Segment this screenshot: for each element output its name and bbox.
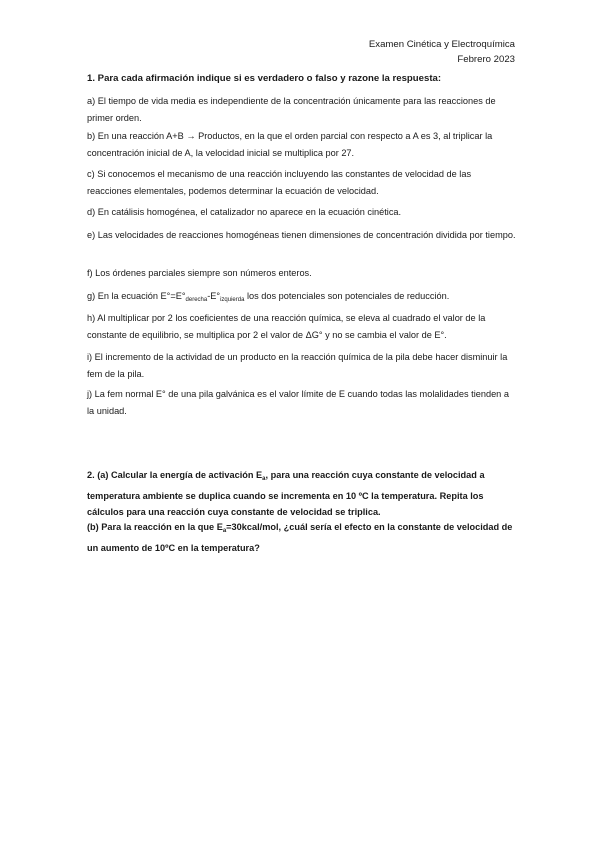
statement-d: d) En catálisis homogénea, el catalizador no aparece en la ecuación cinética.: [87, 207, 402, 217]
question-2b-text-1: (b) Para la reacción en la que E: [87, 522, 223, 532]
statement-g-text-3: los dos potenciales son potenciales de reducción.: [244, 291, 450, 301]
statement-a: a) El tiempo de vida media es independiente de la concentración únicamente para las reacciones de primer orden.: [87, 96, 496, 123]
question-2a: [87, 467, 517, 521]
question-2a-subscript: a: [262, 476, 266, 482]
statement-g: [87, 288, 517, 309]
statement-g-text-2: -E°: [207, 291, 221, 301]
question-1-title: 1. Para cada afirmación indique si es verdadero o falso y razone la respuesta:: [87, 73, 442, 84]
statement-f: f) Los órdenes parciales siempre son números enteros.: [87, 268, 312, 278]
statement-j: j) La fem normal E° de una pila galvánica es el valor límite de E cuando todas las molalidades tienden a la unidad.: [87, 389, 509, 416]
question-2b: [87, 519, 517, 556]
question-2b-text-2: =30kcal/mol, ¿cuál sería el efecto en la constante de velocidad de un aumento de 10ºC en la temperatura?: [87, 522, 513, 553]
statement-h: h) Al multiplicar por 2 los coeficientes de una reacción química, se eleva al cuadrado el valor de la constante de equilibrio, se multiplica por 2 el valor de ΔG° y no se cambia el valor de E°.: [87, 313, 486, 340]
exam-title: Examen Cinética y Electroquímica: [368, 39, 515, 50]
question-2a-text-2: , para una reacción cuya constante de velocidad a temperatura ambiente se duplica cuando se incrementa en 10 ºC la temperatura. Repita los cálculos para una reacción cuya constante de velocidad se triplica.: [87, 470, 485, 517]
statement-e: e) Las velocidades de reacciones homogéneas tienen dimensiones de concentración dividida por tiempo.: [87, 230, 516, 240]
exam-date: Febrero 2023: [457, 54, 515, 65]
statement-g-subscript-1: derecha: [185, 297, 208, 303]
statement-i: i) El incremento de la actividad de un producto en la reacción química de la pila debe hacer disminuir la fem de la pila.: [87, 352, 508, 379]
statement-g-subscript-2: izquierda: [220, 297, 245, 303]
question-2a-text-1: 2. (a) Calcular la energía de activación E: [87, 470, 263, 480]
statement-g-text-1: g) En la ecuación E°=E°: [87, 291, 186, 301]
statement-c: c) Si conocemos el mecanismo de una reacción incluyendo las constantes de velocidad de las reacciones elementales, podemos determinar la ecuación de velocidad.: [87, 169, 472, 196]
statement-b: b) En una reacción A+B → Productos, en la que el orden parcial con respecto a A es 3, al triplicar la concentración inicial de A, la velocidad inicial se multiplica por 27.: [87, 131, 493, 158]
exam-header: [369, 37, 515, 67]
question-2b-subscript: a: [222, 528, 227, 534]
